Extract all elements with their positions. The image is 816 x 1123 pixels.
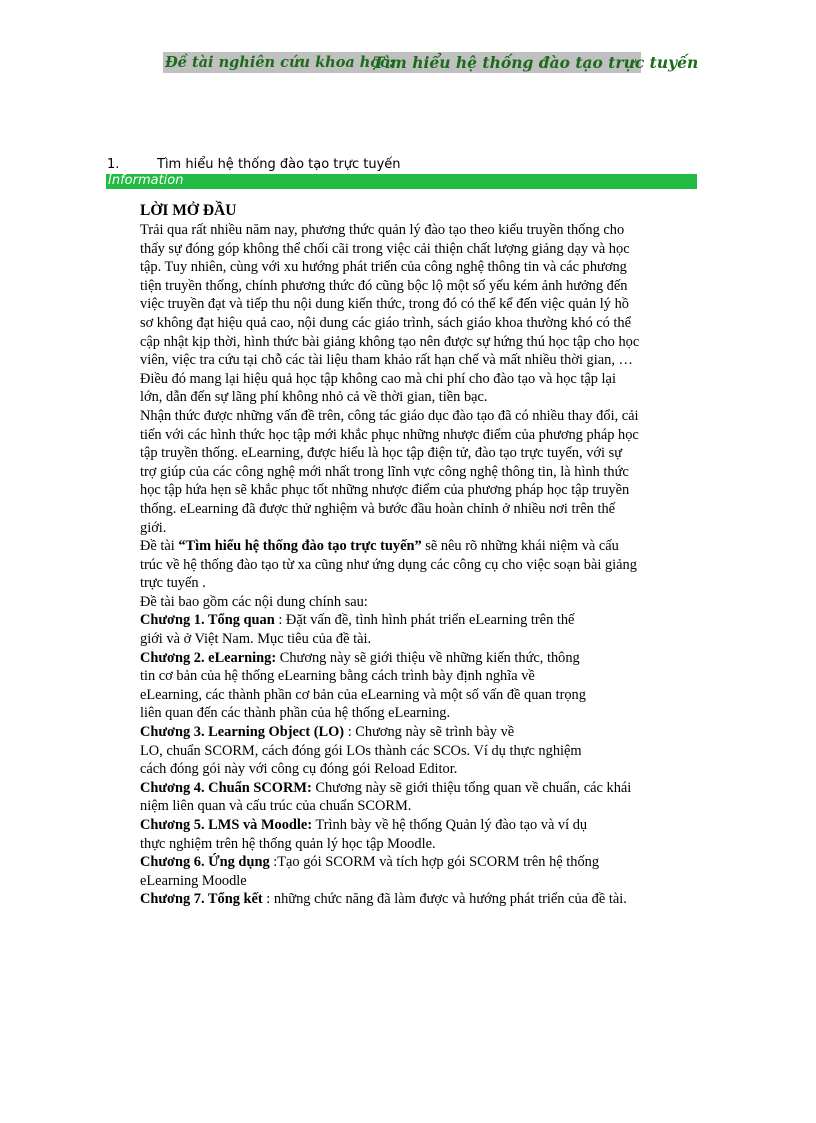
topic-rest: sẽ nêu rõ những khái niệm và cấu (421, 538, 619, 555)
chapter-line (140, 723, 700, 742)
chapter-item (140, 853, 700, 890)
chapter-item (140, 723, 700, 779)
paragraph-line: sơ không đạt hiệu quả cao, nội dung các giáo trình, sách giáo khoa thường khó có thể (140, 314, 631, 331)
paragraph-line: việc truyền đạt và tiếp thu nội dung kiến thức, trong đó có thể kể đến việc quản lý hồ (140, 296, 629, 313)
paragraph-line: viên, việc tra cứu tại chỗ các tài liệu tham khảo rất hạn chế và mất nhiều thời gian, … (140, 352, 633, 369)
paragraph-line: Điều đó mang lại hiệu quả học tập không cao mà chi phí cho đào tạo và học tập lại (140, 370, 616, 387)
paragraph-line: Nhận thức được những vấn đề trên, công tác giáo dục đào tạo đã có nhiều thay đổi, cải (140, 407, 639, 424)
chapter-line: liên quan đến các thành phần của hệ thống eLearning. (140, 705, 451, 722)
topic-line: trúc về hệ thống đào tạo từ xa cũng như ứng dụng các công cụ cho việc soạn bài giảng (140, 556, 637, 573)
chapter-title: Chương 7. Tổng kết (140, 891, 263, 908)
paragraph-line: thống. eLearning đã được thử nghiệm và bước đầu hoàn chỉnh ở nhiều nơi trên thế (140, 500, 616, 517)
chapter-description: : Chương này sẽ trình bày về (344, 724, 515, 741)
chapter-list (140, 611, 700, 909)
chapter-title: Chương 3. Learning Object (LO) (140, 724, 345, 741)
chapter-line: LO, chuẩn SCORM, cách đóng gói LOs thành các SCOs. Ví dụ thực nghiệm (140, 742, 582, 759)
chapter-title: Chương 5. LMS và Moodle: (140, 817, 313, 833)
chapter-line: tin cơ bản của hệ thống eLearning bằng cách trình bày định nghĩa về (140, 668, 535, 685)
chapter-item (140, 816, 700, 853)
section-number: 1. (107, 157, 120, 172)
chapter-description: :Tạo gói SCORM và tích hợp gói SCORM trên hệ thống (269, 854, 600, 871)
chapter-description: Trình bày về hệ thống Quản lý đào tạo và ví dụ (312, 817, 588, 833)
body-text (140, 202, 700, 909)
chapter-description: Chương này sẽ giới thiệu tổng quan về chuẩn, các khái (311, 779, 632, 796)
section-title: Tìm hiểu hệ thống đào tạo trực tuyến (157, 157, 401, 172)
paragraph-line: tiến với các hình thức học tập mới khắc phục những nhược điểm của phương pháp học (140, 426, 639, 443)
paragraph-line: cập nhật kịp thời, hình thức bài giảng không tạo nên được sự hứng thú học tập cho học (140, 333, 640, 350)
chapter-description: Chương này sẽ giới thiệu về những kiến thức, thông (276, 649, 580, 666)
chapter-line: giới và ở Việt Nam. Mục tiêu của đề tài. (140, 631, 372, 648)
running-header-title: Tìm hiểu hệ thống đào tạo trực tuyến (373, 53, 699, 72)
chapter-line: thực nghiệm trên hệ thống quản lý học tập Moodle. (140, 835, 436, 852)
chapter-title: Chương 6. Ứng dụng (140, 854, 270, 871)
paragraph-line: tiện truyền thống, chính phương thức đó cũng bộc lộ một số yếu kém ảnh hưởng đến (140, 277, 628, 294)
chapter-description: : những chức năng đã làm được và hướng phát triển của đề tài. (262, 891, 627, 908)
chapter-line (140, 816, 700, 835)
chapter-line: eLearning, các thành phần cơ bản của eLearning và một số vấn đề quan trọng (140, 686, 586, 703)
section-heading (107, 156, 707, 174)
paragraph-line: tập. Tuy nhiên, cùng với xu hướng phát triển của công nghệ thông tin và các phương (140, 259, 627, 276)
chapter-item (140, 779, 700, 816)
information-bar-label: Information (108, 173, 184, 188)
chapter-line: cách đóng gói này với công cụ đóng gói Reload Editor. (140, 761, 458, 778)
chapter-description: : Đặt vấn đề, tình hình phát triển eLearning trên thế (274, 612, 575, 629)
chapter-title: Chương 2. eLearning: (140, 649, 277, 666)
topic-paragraph (140, 537, 700, 593)
topic-prefix: Đề tài (140, 538, 179, 555)
topic-line: trực tuyến . (140, 575, 206, 592)
paragraph-line: thấy sự đóng góp không thể chối cãi trong việc cải thiện chất lượng giảng dạy và học (140, 240, 630, 257)
chapter-line (140, 779, 700, 798)
paragraph-line: lớn, dẫn đến sự lãng phí không nhỏ cả về thời gian, tiền bạc. (140, 389, 488, 406)
running-header-label: Đề tài nghiên cứu khoa học: (165, 54, 395, 71)
intro-heading: LỜI MỞ ĐẦU (140, 202, 237, 219)
chapter-line (140, 649, 700, 668)
paragraph-line: Trải qua rất nhiều năm nay, phương thức quản lý đào tạo theo kiểu truyền thống cho (140, 222, 625, 238)
chapter-item (140, 649, 700, 723)
chapter-line: niệm liên quan và cấu trúc của chuẩn SCORM. (140, 798, 412, 815)
chapter-line (140, 611, 700, 630)
chapter-item (140, 890, 700, 909)
topic-line (140, 537, 700, 556)
paragraph-line: tập truyền thống. eLearning, được hiểu là học tập điện tử, đào tạo trực tuyến, với sự (140, 445, 623, 462)
topic-title: “Tìm hiểu hệ thống đào tạo trực tuyến” (178, 538, 422, 555)
intro-paragraph (140, 221, 700, 537)
contents-intro: Đề tài bao gồm các nội dung chính sau: (140, 593, 368, 610)
chapter-line (140, 853, 700, 872)
running-header (163, 52, 699, 73)
paragraph-line: giới. (140, 519, 167, 536)
chapter-item (140, 611, 700, 648)
chapter-title: Chương 4. Chuẩn SCORM: (140, 779, 312, 796)
chapter-line (140, 890, 700, 909)
paragraph-line: học tập hứa hẹn sẽ khắc phục tốt những nhược điểm của phương pháp học tập truyền (140, 482, 630, 499)
chapter-line: eLearning Moodle (140, 872, 247, 889)
paragraph-line: trợ giúp của các công nghệ mới nhất trong lĩnh vực công nghệ thông tin, là hình thức (140, 463, 629, 480)
chapter-title: Chương 1. Tổng quan (140, 612, 275, 629)
information-bar (106, 174, 697, 189)
